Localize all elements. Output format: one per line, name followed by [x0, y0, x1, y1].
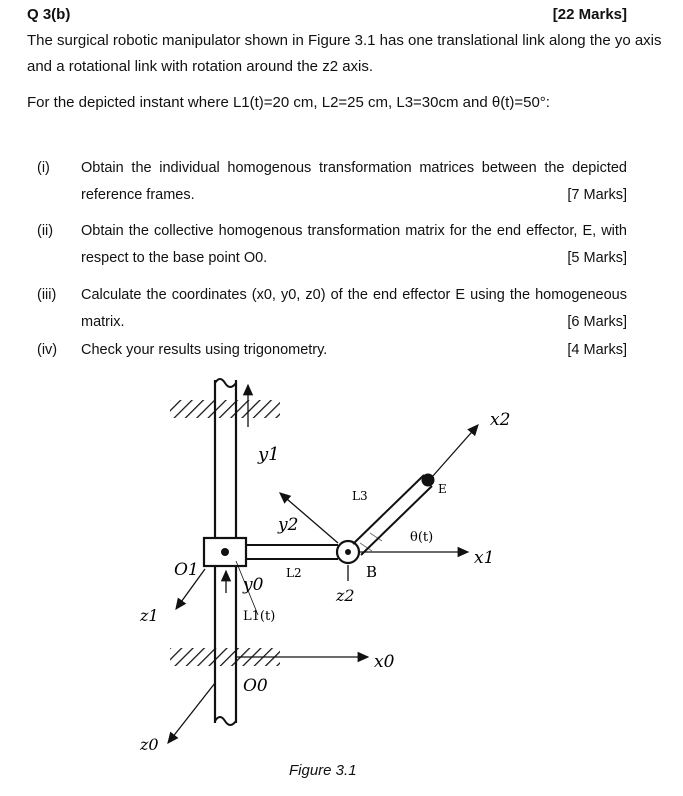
ground-hatch-top — [170, 400, 280, 418]
question-num: (iv) — [37, 342, 58, 358]
robot-manipulator-diagram — [0, 365, 683, 765]
label-l2: L2 — [286, 566, 302, 580]
link-l2 — [246, 545, 338, 559]
question-number: Q 3(b) — [27, 6, 71, 23]
axis-x2 — [432, 425, 478, 477]
axis-z0 — [168, 683, 215, 743]
question-marks: [7 Marks] — [567, 187, 627, 203]
question-text: Calculate the coordinates (x0, y0, z0) of the end effector E using the homogeneous matrix. — [81, 287, 627, 330]
given-values: For the depicted instant where L1(t)=20 cm, L2=25 cm, L3=30cm and θ(t)=50°: — [27, 94, 550, 111]
question-marks: [4 Marks] — [567, 342, 627, 358]
question-item — [0, 282, 683, 338]
question-marks: [22 Marks] — [552, 6, 627, 23]
question-num: (iii) — [37, 287, 57, 303]
label-x2: x2 — [490, 410, 511, 430]
intro-paragraph: The surgical robotic manipulator shown in Figure 3.1 has one translational link along the yo axis and a rotational link with rotation around the z2 axis. — [27, 32, 662, 75]
label-y1: y1 — [258, 444, 280, 465]
label-z0: z0 — [140, 735, 159, 754]
joint-o1-dot — [221, 548, 229, 556]
question-item — [0, 155, 683, 211]
label-x0: x0 — [374, 652, 395, 672]
question-text: Obtain the individual homogenous transformation matrices between the depicted reference frames. — [81, 160, 627, 203]
question-text: Check your results using trigonometry. — [81, 342, 328, 358]
question-marks: [5 Marks] — [567, 250, 627, 266]
label-b: B — [366, 563, 378, 581]
question-item — [0, 218, 683, 274]
label-o1: O1 — [174, 560, 199, 580]
figure-caption: Figure 3.1 — [289, 762, 357, 779]
label-x1: x1 — [474, 548, 495, 568]
question-text: Obtain the collective homogenous transformation matrix for the end effector, E, with respect to the base point O0. — [81, 223, 627, 266]
question-item — [0, 337, 683, 365]
label-theta: θ(t) — [410, 530, 434, 545]
label-z2: z2 — [336, 586, 355, 605]
question-num: (i) — [37, 160, 50, 176]
label-o0: O0 — [243, 676, 268, 696]
label-y2: y2 — [278, 515, 299, 535]
label-l1: L1(t) — [243, 609, 276, 624]
label-y0: y0 — [243, 575, 264, 595]
label-l3: L3 — [352, 489, 368, 503]
label-z1: z1 — [140, 606, 159, 625]
label-e: E — [438, 482, 447, 496]
question-marks: [6 Marks] — [567, 314, 627, 330]
question-num: (ii) — [37, 223, 54, 239]
